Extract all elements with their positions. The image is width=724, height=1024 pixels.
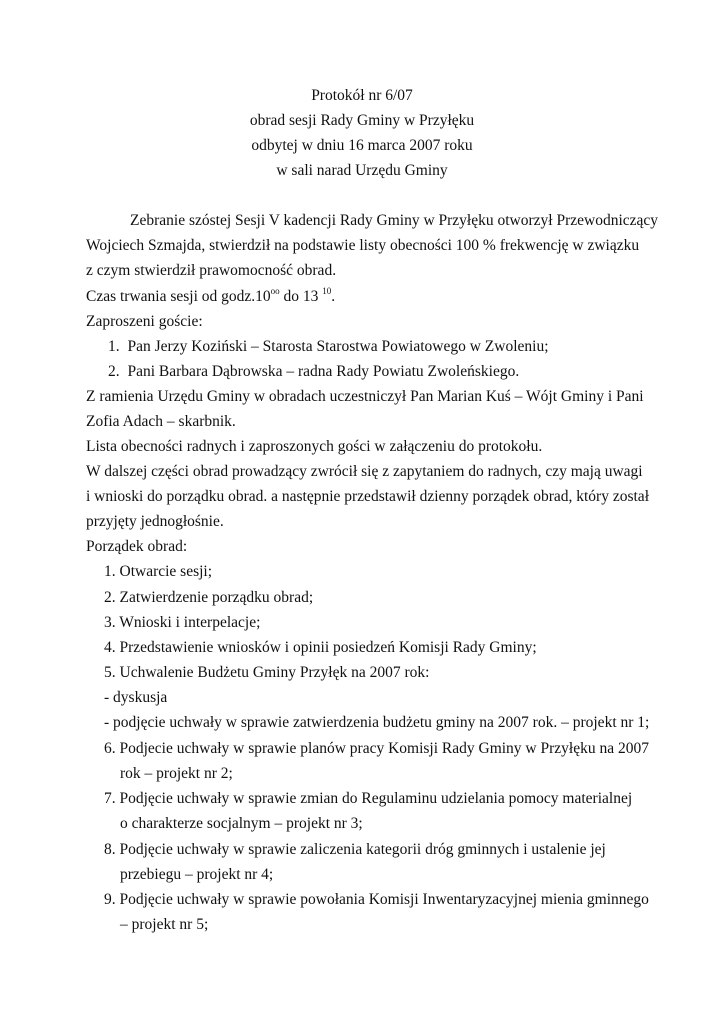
session-duration xyxy=(86,287,335,307)
duration-mid: do 13 xyxy=(279,288,323,305)
opening-paragraph-line: z czym stwierdził prawomocność obrad. xyxy=(86,262,337,279)
guest-text: Pan Jerzy Koziński – Starosta Starostwa Powiatowego w Zwoleniu; xyxy=(127,338,549,355)
agenda-item: 1. Otwarcie sesji; xyxy=(104,563,213,580)
guest-number: 1. xyxy=(108,338,120,355)
agenda-intro-line: i wnioski do porządku obrad. a następnie przedstawił dzienny porządek obrad, który został xyxy=(86,488,649,505)
title-line-place: w sali narad Urzędu Gminy xyxy=(276,162,448,179)
office-paragraph-line: Zofia Adach – skarbnik. xyxy=(86,413,236,430)
start-minutes: oo xyxy=(270,285,280,296)
agenda-item-continuation: – projekt nr 5; xyxy=(120,916,209,933)
end-minutes: 10 xyxy=(322,285,332,296)
agenda-subitem: - podjęcie uchwały w sprawie zatwierdzenia budżetu gminy na 2007 rok. – projekt nr 1; xyxy=(104,714,650,731)
document-title: Protokół nr 6/07 xyxy=(311,87,413,104)
office-paragraph-line: Z ramienia Urzędu Gminy w obradach uczestniczył Pan Marian Kuś – Wójt Gminy i Pani xyxy=(86,388,644,405)
title-line-date: odbytej w dniu 16 marca 2007 roku xyxy=(251,137,473,154)
agenda-item: 7. Podjęcie uchwały w sprawie zmian do Regulaminu udzielania pomocy materialnej xyxy=(104,790,633,807)
agenda-item: 6. Podjecie uchwały w sprawie planów pracy Komisji Rady Gminy w Przyłęku na 2007 xyxy=(104,740,649,757)
agenda-subitem: - dyskusja xyxy=(104,689,168,706)
title-line-session: obrad sesji Rady Gminy w Przyłęku xyxy=(249,112,475,129)
guest-item xyxy=(108,337,549,357)
attendance-note: Lista obecności radnych i zaproszonych gości w załączeniu do protokołu. xyxy=(86,438,543,455)
agenda-intro-line: przyjęty jednogłośnie. xyxy=(86,513,224,530)
opening-paragraph-line: Wojciech Szmajda, stwierdził na podstawie listy obecności 100 % frekwencję w związku xyxy=(86,237,640,254)
agenda-item: 9. Podjęcie uchwały w sprawie powołania Komisji Inwentaryzacyjnej mienia gminnego xyxy=(104,891,649,908)
guests-label: Zaproszeni goście: xyxy=(86,313,203,330)
guest-item xyxy=(108,362,519,382)
agenda-item: 3. Wnioski i interpelacje; xyxy=(104,614,261,631)
agenda-item: 8. Podjęcie uchwały w sprawie zaliczenia kategorii dróg gminnych i ustalenie jej xyxy=(104,841,606,858)
guest-number: 2. xyxy=(108,363,120,380)
agenda-label: Porządek obrad: xyxy=(86,538,188,555)
guest-text: Pani Barbara Dąbrowska – radna Rady Powiatu Zwoleńskiego. xyxy=(127,363,520,380)
duration-suffix: . xyxy=(331,288,336,305)
agenda-item-continuation: o charakterze socjalnym – projekt nr 3; xyxy=(120,815,363,832)
opening-paragraph-line: Zebranie szóstej Sesji V kadencji Rady Gminy w Przyłęku otworzył Przewodniczący xyxy=(130,212,659,229)
duration-prefix: Czas trwania sesji od godz.10 xyxy=(86,288,271,305)
agenda-item: 4. Przedstawienie wniosków i opinii posiedzeń Komisji Rady Gminy; xyxy=(104,639,537,656)
agenda-item-continuation: przebiegu – projekt nr 4; xyxy=(120,866,274,883)
agenda-intro-line: W dalszej części obrad prowadzący zwrócił się z zapytaniem do radnych, czy mają uwagi xyxy=(86,463,643,480)
agenda-item: 5. Uchwalenie Budżetu Gminy Przyłęk na 2007 rok: xyxy=(104,664,430,681)
agenda-item-continuation: rok – projekt nr 2; xyxy=(120,765,233,782)
agenda-item: 2. Zatwierdzenie porządku obrad; xyxy=(104,589,314,606)
